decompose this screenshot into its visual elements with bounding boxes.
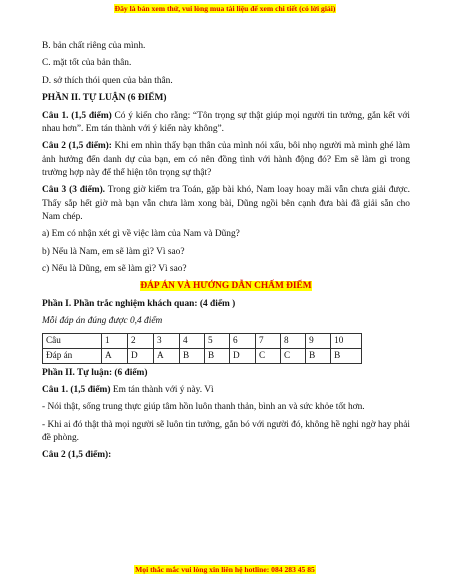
answer-table-row-answer [43, 348, 362, 363]
scoring-note: Mỗi đáp án đúng được 0,4 điểm [42, 316, 163, 327]
document-body [42, 40, 410, 467]
table-cell: B [331, 348, 362, 363]
table-cell: 6 [230, 333, 256, 348]
table-cell: 1 [102, 333, 128, 348]
option-b: B. bản chất riêng của mình. [42, 41, 146, 51]
table-cell: B [179, 348, 204, 363]
table-cell: 9 [306, 333, 331, 348]
table-cell: D [230, 348, 256, 363]
answer-title-text: ĐÁP ÁN VÀ HƯỚNG DẪN CHẤM ĐIỂM [140, 281, 312, 292]
question-2 [42, 140, 410, 180]
question-2-label: Câu 2 (1,5 điểm): [42, 141, 112, 152]
question-1 [42, 110, 410, 137]
subquestion-a: a) Em có nhận xét gì về việc làm của Nam và Dũng? [42, 229, 240, 240]
option-d: D. sở thích thói quen của bản thân. [42, 75, 173, 86]
table-cell: 2 [127, 333, 153, 348]
subquestion-c: c) Nếu là Dũng, em sẽ làm gì? Vì sao? [42, 264, 187, 274]
part2-answer-heading: Phần II. Tự luận: (6 điểm) [42, 367, 148, 378]
table-cell: D [127, 348, 153, 363]
table-cell: 3 [153, 333, 179, 348]
question-3-text: Trong giờ kiểm tra Toán, gặp bài khó, Nam loay hoay mãi vẫn chưa giải được. Thấy sắp hết giờ mà bạn vẫn chưa làm xong bài, Dũng ngồi bên cạnh đưa bài đã giải sẵn cho Nam chép. [42, 185, 410, 222]
table-cell: A [153, 348, 179, 363]
table-cell: B [306, 348, 331, 363]
preview-banner [0, 4, 450, 13]
table-cell: 4 [179, 333, 204, 348]
answer-1-label: Câu 1. (1,5 điểm) [42, 384, 111, 395]
table-cell: 8 [281, 333, 306, 348]
question-1-label: Câu 1. (1,5 điểm) [42, 110, 112, 121]
answer-1-text: Em tán thành với ý này. Vì [110, 384, 214, 395]
table-cell: Câu [43, 333, 102, 348]
table-cell: A [102, 348, 128, 363]
table-cell: 5 [204, 333, 229, 348]
part2-heading: PHẦN II. TỰ LUẬN (6 ĐIỂM) [42, 93, 167, 104]
question-2-text: Khi em nhìn thấy bạn thân của mình nói xấu, bôi nhọ người mà mình ghé làm ảnh hưởng đến danh dự của bạn, em có nên đồng tình với hành động đó? Em sẽ làm gì trong trường hợp này để thể hiện tôn trọng sự thật? [42, 141, 410, 178]
question-3-label: Câu 3 (3 điểm). [42, 185, 106, 196]
hotline-banner [0, 565, 450, 574]
answer-table [42, 333, 362, 364]
table-cell: C [281, 348, 306, 363]
option-c: C. mặt tốt của bản thân. [42, 58, 132, 69]
table-cell: 10 [331, 333, 362, 348]
table-cell: Đáp án [43, 348, 102, 363]
question-1-text: Có ý kiến cho rằng: “Tôn trọng sự thật giúp mọi người tin tưởng, gắn kết với nhau hơn”. Em tán thành với ý kiến này không”. [42, 110, 410, 134]
part1-answer-heading: Phần I. Phần trắc nghiệm khách quan: (4 điểm ) [42, 298, 236, 309]
table-cell: C [256, 348, 281, 363]
answer-table-row-question [43, 333, 362, 348]
answer-1-point-1: - Nói thật, sống trung thực giúp tâm hồn luôn thanh thản, bình an và sức khỏe tốt hơn. [42, 402, 365, 413]
hotline-banner-text: Mọi thắc mắc vui lòng xin liên hệ hotline: 084 283 45 85 [135, 565, 315, 574]
answer-1 [42, 384, 410, 397]
preview-banner-text: Đây là bản xem thử, vui lòng mua tài liệu để xem chi tiết (có lời giải) [114, 4, 336, 13]
answer-title [42, 280, 410, 293]
table-cell: 7 [256, 333, 281, 348]
answer-2-label: Câu 2 (1,5 điểm): [42, 450, 112, 461]
question-3 [42, 184, 410, 224]
table-cell: B [204, 348, 229, 363]
answer-1-point-2: - Khi ai đó thật thà mọi người sẽ luôn tin tưởng, gắn bó với người đó, không hề nghi ngờ hay phải đề phòng. [42, 419, 410, 444]
subquestion-b: b) Nếu là Nam, em sẽ làm gì? Vì sao? [42, 246, 185, 257]
